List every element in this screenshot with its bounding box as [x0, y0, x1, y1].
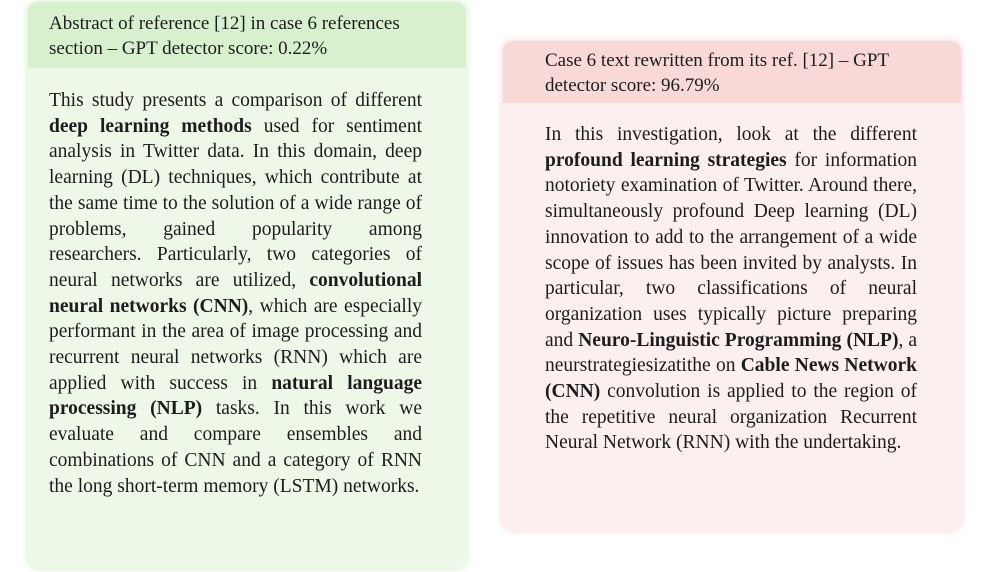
text-run: In this investigation, look at the different: [545, 124, 917, 145]
rewritten-text-box: [503, 41, 961, 530]
text-run: tasks. In this work we evaluate and compare ensembles and combinations of CNN and a category of RNN the long short-term memory (LSTM) networks.: [49, 398, 422, 497]
bold-text-run: profound learning strategies: [545, 149, 787, 171]
bold-text-run: Neuro-Linguistic Programming (NLP): [578, 329, 899, 351]
text-run: convolution is applied to the region of the repetitive neural organization Recurrent Neural Network (RNN) with the undertaking.: [545, 381, 917, 454]
text-run: used for sentiment analysis in Twitter data. In this domain, deep learning (DL) techniques, which contribute at the same time to the solution of a wide range of problems, gained popularity among researchers. Particularly, two categories of neural networks are utilized,: [49, 115, 422, 291]
original-abstract-box: [28, 2, 466, 568]
original-abstract-text: [49, 88, 422, 499]
original-abstract-body: [28, 88, 466, 499]
rewritten-text-header: Case 6 text rewritten from its ref. [12] – GPT detector score: 96.79%: [503, 41, 961, 103]
text-run: for information notoriety examination of Twitter. Around there, simultaneously profound Deep learning (DL) innovation to add to the arrangement of a wide scope of issues has been invited by analysts. In particular, two classifications of neural organization uses typically picture preparing and: [545, 149, 917, 351]
text-run: , a neurstrategiesizatithe on: [545, 329, 918, 377]
bold-text-run: Cable News Network (CNN): [545, 355, 917, 403]
bold-text-run: natural language processing (NLP): [49, 372, 422, 420]
rewritten-text-body: [503, 122, 961, 456]
text-run: This study presents a comparison of different: [49, 90, 422, 111]
text-run: , which are especially performant in the area of image processing and recurrent neural networks (RNN) which are applied with success in: [49, 295, 423, 394]
rewritten-text-paragraph: [545, 122, 917, 456]
original-abstract-header: Abstract of reference [12] in case 6 references section – GPT detector score: 0.22%: [28, 2, 466, 68]
bold-text-run: convolutional neural networks (CNN): [49, 269, 422, 317]
bold-text-run: deep learning methods: [49, 115, 252, 137]
